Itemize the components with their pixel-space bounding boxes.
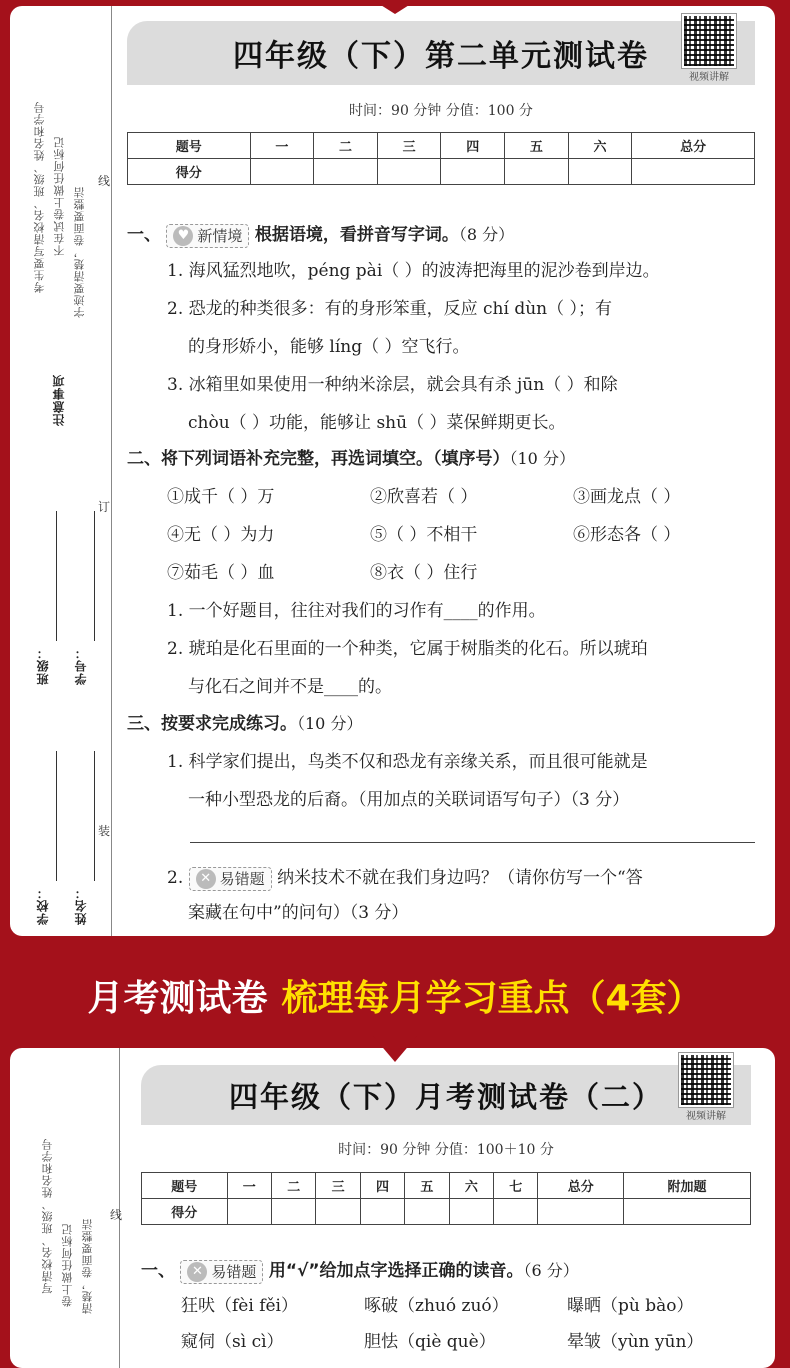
idiom-item: ③画龙点（ ） — [573, 487, 681, 507]
section-3-number: 三、 — [127, 714, 161, 734]
s1-question-3-b: chòu（ ）功能，能够让 shū（ ）菜保鲜期更长。 — [188, 413, 566, 433]
score-header-cell: 附加题 — [624, 1173, 751, 1199]
pronunciation-item: 胆怯（qiè què） — [364, 1332, 496, 1352]
score-header-cell: 二 — [272, 1173, 316, 1199]
s3-question-2-text: 纳米技术不就在我们身边吗？（请你仿写一个“答 — [277, 868, 643, 888]
tag-label: 易错题 — [211, 1263, 257, 1281]
tag-label: 易错题 — [219, 870, 265, 888]
score-header-cell: 总分 — [632, 133, 755, 159]
section-3-title: 按要求完成练习。 — [161, 714, 297, 734]
answer-line[interactable] — [190, 842, 755, 843]
qr-caption: 视频讲解 — [689, 72, 729, 83]
score-table — [141, 1172, 751, 1225]
score-cell[interactable] — [227, 1199, 271, 1225]
score-header-cell: 四 — [441, 133, 505, 159]
promo-banner — [0, 955, 790, 1035]
score-cell[interactable] — [316, 1199, 360, 1225]
section-1-points: （6 分） — [523, 1261, 579, 1280]
error-prone-tag — [189, 867, 272, 891]
notice-line-3: 清楚，卷面要整洁 — [81, 1218, 94, 1314]
binding-margin — [10, 6, 112, 936]
time-info: 时间：90 分钟 分值：100＋10 分 — [338, 1142, 554, 1158]
idiom-item: ⑧衣（ ）住行 — [370, 563, 478, 583]
school-label: 学校： — [36, 886, 50, 925]
exam-title: 四年级（下）第二单元测试卷 — [127, 21, 755, 85]
s2-question-1: 1. 一个好题目，往往对我们的习作有____的作用。 — [167, 601, 546, 621]
section-2-number: 二、 — [127, 449, 161, 469]
name-field[interactable] — [94, 751, 95, 881]
score-table — [127, 132, 755, 185]
score-row-label: 得分 — [128, 159, 251, 185]
notice-line-2: 不在试卷上做任何标记 — [53, 136, 66, 256]
cross-icon: ✕ — [196, 869, 216, 889]
student-no-label: 学号： — [74, 646, 88, 685]
score-cell[interactable] — [505, 159, 569, 185]
pronunciation-item: 窥伺（sì cì） — [181, 1332, 284, 1352]
notice-title: 注意事项 — [52, 374, 66, 426]
s1-question-1: 1. 海风猛烈地吹，péng pài（ ）的波涛把海里的泥沙卷到岸边。 — [167, 261, 660, 281]
pronunciation-item: 晕皱（yùn yūn） — [567, 1332, 704, 1352]
score-cell[interactable] — [250, 159, 314, 185]
section-1-number: 一、 — [127, 225, 161, 245]
section-3-heading — [127, 709, 362, 734]
banner-title: 月考测试卷 — [87, 977, 268, 1019]
pronunciation-item: 曝晒（pù bào） — [567, 1296, 694, 1316]
score-header-cell: 六 — [568, 133, 632, 159]
score-header-cell: 二 — [314, 133, 378, 159]
score-cell[interactable] — [632, 159, 755, 185]
name-label: 姓名： — [74, 886, 88, 925]
score-header-cell: 五 — [405, 1173, 449, 1199]
score-cell[interactable] — [624, 1199, 751, 1225]
section-1-number: 一、 — [141, 1261, 175, 1281]
idiom-item: ②欣喜若（ ） — [370, 487, 478, 507]
idiom-item: ⑤（ ）不相干 — [370, 525, 478, 545]
score-header-cell: 三 — [316, 1173, 360, 1199]
section-2-title: 将下列词语补充完整，再选词填空。（填序号） — [161, 449, 510, 469]
section-1-title: 根据语境，看拼音写字词。 — [254, 225, 459, 245]
score-header-cell: 一 — [250, 133, 314, 159]
score-cell[interactable] — [360, 1199, 404, 1225]
score-cell[interactable] — [405, 1199, 449, 1225]
score-header-label: 题号 — [142, 1173, 228, 1199]
score-header-cell: 六 — [449, 1173, 493, 1199]
s3-question-2-b: 案藏在句中”的问句）（3 分） — [188, 903, 409, 923]
idiom-item: ⑦茹毛（ ）血 — [167, 563, 275, 583]
score-cell[interactable] — [377, 159, 441, 185]
section-1-heading — [141, 1256, 579, 1284]
new-context-tag — [166, 224, 249, 248]
s3-question-1-b: 一种小型恐龙的后裔。（用加点的关联词语写句子）（3 分） — [188, 790, 630, 810]
s2-question-2-a: 2. 琥珀是化石里面的一个种类，它属于树脂类的化石。所以琥珀 — [167, 639, 648, 659]
s1-question-2-b: 的身形娇小，能够 líng（ ）空飞行。 — [188, 337, 470, 357]
s3-question-2-a — [167, 863, 643, 891]
notice-line-1: 写清校名、班级、姓名和学号 — [41, 1138, 54, 1294]
s2-question-2-b: 与化石之间并不是____的。 — [188, 677, 392, 697]
s1-question-2-a: 2. 恐龙的种类很多：有的身形笨重，反应 chí dùn（ ）；有 — [167, 299, 613, 319]
qr-code-icon[interactable] — [682, 14, 736, 68]
score-header-label: 题号 — [128, 133, 251, 159]
cut-mark-zhuang: 装 — [98, 824, 111, 838]
idiom-item: ④无（ ）为力 — [167, 525, 275, 545]
cut-mark-ding: 订 — [98, 500, 111, 514]
section-1-heading — [127, 220, 514, 248]
score-row-label: 得分 — [142, 1199, 228, 1225]
s3-question-2-number: 2. — [167, 868, 184, 888]
score-cell[interactable] — [494, 1199, 538, 1225]
idiom-item: ⑥形态各（ ） — [573, 525, 681, 545]
qr-code-icon[interactable] — [679, 1053, 733, 1107]
score-header-cell: 一 — [227, 1173, 271, 1199]
cut-mark-xian: 线 — [110, 1208, 123, 1222]
time-info: 时间：90 分钟 分值：100 分 — [349, 103, 533, 119]
class-label: 班级： — [36, 646, 50, 685]
notice-line-2: 卷上做任何标记 — [61, 1223, 74, 1307]
heartbeat-icon: ♥ — [173, 226, 193, 246]
section-2-heading — [127, 444, 575, 469]
score-cell[interactable] — [449, 1199, 493, 1225]
banner-notch — [373, 1036, 417, 1062]
student-no-field[interactable] — [94, 511, 95, 641]
s3-question-1-a: 1. 科学家们提出，鸟类不仅和恐龙有亲缘关系，而且很可能就是 — [167, 752, 648, 772]
score-cell[interactable] — [314, 159, 378, 185]
score-cell[interactable] — [272, 1199, 316, 1225]
exam-page-unit2 — [10, 6, 775, 936]
school-field[interactable] — [56, 751, 57, 881]
s1-question-3-a: 3. 冰箱里如果使用一种纳米涂层，就会具有杀 jūn（ ）和除 — [167, 375, 618, 395]
score-header-cell: 四 — [360, 1173, 404, 1199]
score-header-cell: 总分 — [538, 1173, 624, 1199]
tag-label: 新情境 — [197, 227, 243, 245]
notice-line-1: 考生要写清校名、班级、姓名和学号 — [33, 101, 46, 293]
banner-subtitle: 梳理每月学习重点（4套） — [281, 977, 703, 1019]
cut-mark-xian: 线 — [98, 174, 111, 188]
score-cell[interactable] — [568, 159, 632, 185]
binding-margin — [10, 1048, 123, 1368]
score-cell[interactable] — [538, 1199, 624, 1225]
pronunciation-item: 啄破（zhuó zuó） — [364, 1296, 509, 1316]
notice-line-3: 字迹要清楚，卷面要整洁 — [73, 186, 86, 318]
qr-caption: 视频讲解 — [686, 1111, 726, 1122]
score-header-cell: 七 — [494, 1173, 538, 1199]
cross-icon: ✕ — [187, 1262, 207, 1282]
exam-title: 四年级（下）月考测试卷（二） — [141, 1065, 751, 1125]
error-prone-tag — [180, 1260, 263, 1284]
score-cell[interactable] — [441, 159, 505, 185]
score-header-cell: 五 — [505, 133, 569, 159]
section-1-points: （8 分） — [458, 225, 515, 244]
exam-page-monthly2 — [10, 1048, 775, 1368]
class-field[interactable] — [56, 511, 57, 641]
pronunciation-item: 狂吠（fèi fěi） — [181, 1296, 298, 1316]
idiom-item: ①成千（ ）万 — [167, 487, 275, 507]
score-header-cell: 三 — [377, 133, 441, 159]
section-1-title: 用“√”给加点字选择正确的读音。 — [268, 1261, 524, 1281]
section-2-points: （10 分） — [509, 449, 575, 468]
section-3-points: （10 分） — [297, 714, 363, 733]
top-notch — [373, 0, 417, 14]
